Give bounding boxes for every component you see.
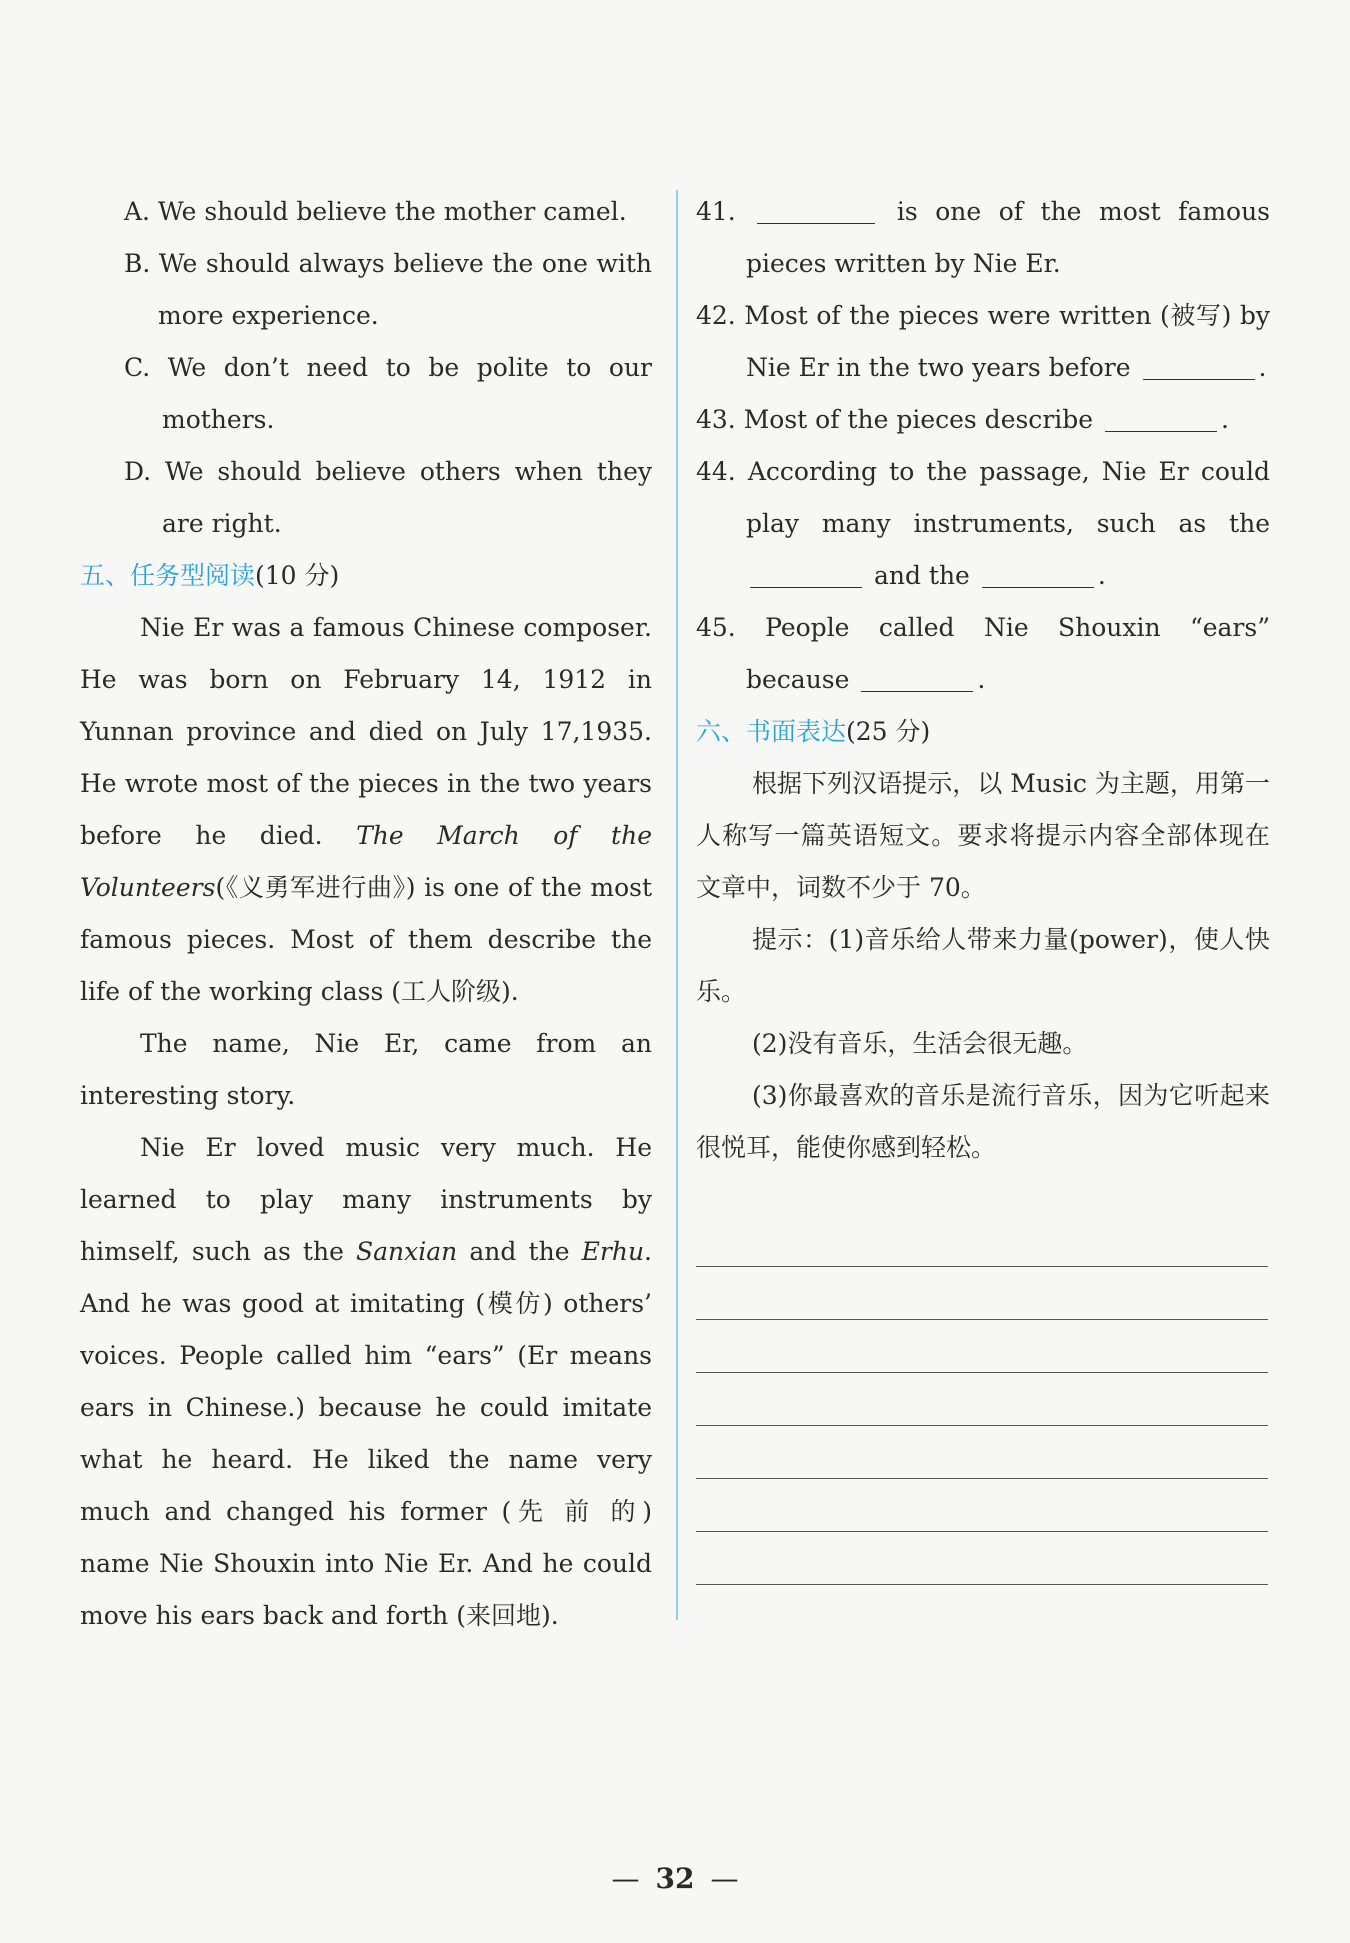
passage-paragraph-1: [80, 602, 652, 1018]
writing-line[interactable]: [696, 1267, 1268, 1320]
option-b-line1: B. We should always believe the one with: [124, 249, 652, 278]
answer-blank-44a[interactable]: [750, 561, 862, 588]
section6-heading: [696, 706, 1270, 758]
question-43-end: .: [1221, 405, 1229, 434]
instrument-erhu: Erhu: [581, 1237, 645, 1266]
page-number-dash-right: —: [710, 1862, 739, 1895]
writing-hint-1: 提示：(1)音乐给人带来力量(power)，使人快乐。: [696, 925, 1270, 1006]
passage-p3-text-b: . And he was good at imitating (模仿) others’ voices. People called him “ears” (Er means ears in Chinese.) because he could imitate what he heard. He liked the name very much and changed his former (先 前 的) name Nie Shouxin into Nie Er. And he could move his ears back and forth (来回地).: [80, 1237, 652, 1630]
writing-line[interactable]: [696, 1320, 1268, 1373]
writing-line[interactable]: [696, 1373, 1268, 1426]
question-41: [696, 186, 1270, 290]
writing-lines: [696, 1214, 1270, 1585]
question-42-text: 42. Most of the pieces were written (被写) by Nie Er in the two years before: [696, 301, 1270, 382]
instrument-sanxian: Sanxian: [356, 1237, 458, 1266]
question-44-text: 44. According to the passage, Nie Er could play many instruments, such as the: [696, 457, 1270, 538]
question-45: [696, 602, 1270, 706]
question-43: [696, 394, 1270, 446]
question-44-and: and the: [873, 561, 970, 590]
passage-p3-text: Nie Er loved music very much. He learned to play many instruments by himself, such as the: [80, 1133, 652, 1266]
option-d-line1: D. We should believe others when they: [124, 457, 652, 486]
option-c-line2: mothers.: [162, 405, 275, 434]
passage-p1-text: Nie Er was a famous Chinese composer. He was born on February 14, 1912 in Yunnan province and died on July 17,1935. He wrote most of the pieces in the two years before he died.: [80, 613, 652, 850]
option-a: A. We should believe the mother camel.: [124, 197, 627, 226]
question-45-end: .: [977, 665, 986, 694]
question-43-text: 43. Most of the pieces describe: [696, 405, 1094, 434]
passage-paragraph-3: [80, 1122, 652, 1642]
writing-line[interactable]: [696, 1532, 1268, 1585]
section5-title: 五、任务型阅读: [80, 561, 256, 590]
passage-p1-paren: (: [215, 873, 226, 902]
writing-hint-3: (3)你最喜欢的音乐是流行音乐，因为它听起来很悦耳，能使你感到轻松。: [696, 1081, 1270, 1162]
question-45-text: 45. People called Nie Shouxin “ears” because: [696, 613, 1270, 694]
right-column: [696, 186, 1270, 1585]
question-42: [696, 290, 1270, 394]
song-title: The March of the Volunteers: [80, 821, 652, 902]
passage-paragraph-2: The name, Nie Er, came from an interesting story.: [80, 1029, 652, 1110]
question-41-number: 41.: [696, 197, 736, 226]
answer-blank-44b[interactable]: [982, 561, 1094, 588]
option-c: [80, 342, 652, 446]
page-number-value: 32: [655, 1862, 695, 1895]
writing-line[interactable]: [696, 1426, 1268, 1479]
answer-blank-41[interactable]: [757, 197, 875, 224]
question-41-text: is one of the most famous pieces written by Nie Er.: [746, 197, 1271, 278]
question-44: [696, 446, 1270, 602]
writing-instructions: 根据下列汉语提示，以 Music 为主题，用第一人称写一篇英语短文。要求将提示内容全部体现在文章中，词数不少于 70。: [696, 769, 1270, 902]
question-44-end: .: [1097, 561, 1106, 590]
left-column: [80, 186, 652, 1642]
answer-blank-42[interactable]: [1143, 353, 1255, 380]
section5-score: (10 分): [255, 561, 340, 590]
section6-title: 六、书面表达: [696, 717, 847, 746]
question-42-end: .: [1258, 353, 1267, 382]
section6-score: (25 分): [846, 717, 931, 746]
column-divider: [676, 190, 678, 1620]
option-c-line1: C. We don’t need to be polite to our: [124, 353, 652, 382]
writing-hint-2: (2)没有音乐，生活会很无趣。: [752, 1029, 1088, 1058]
answer-blank-45[interactable]: [861, 665, 973, 692]
page-number: [0, 1862, 1350, 1895]
passage-p3-and: and the: [457, 1237, 582, 1266]
option-b-line2: more experience.: [158, 301, 379, 330]
passage-p1-text-b: 《义勇军进行曲》) is one of the most famous pieces. Most of them describe the life of the working class (工人阶级).: [80, 873, 652, 1006]
section5-heading: [80, 550, 652, 602]
option-d: [80, 446, 652, 550]
option-d-line2: are right.: [162, 509, 282, 538]
writing-line[interactable]: [696, 1479, 1268, 1532]
writing-line[interactable]: [696, 1214, 1268, 1267]
page-number-dash-left: —: [611, 1862, 640, 1895]
option-b: [80, 238, 652, 342]
answer-blank-43[interactable]: [1105, 405, 1217, 432]
